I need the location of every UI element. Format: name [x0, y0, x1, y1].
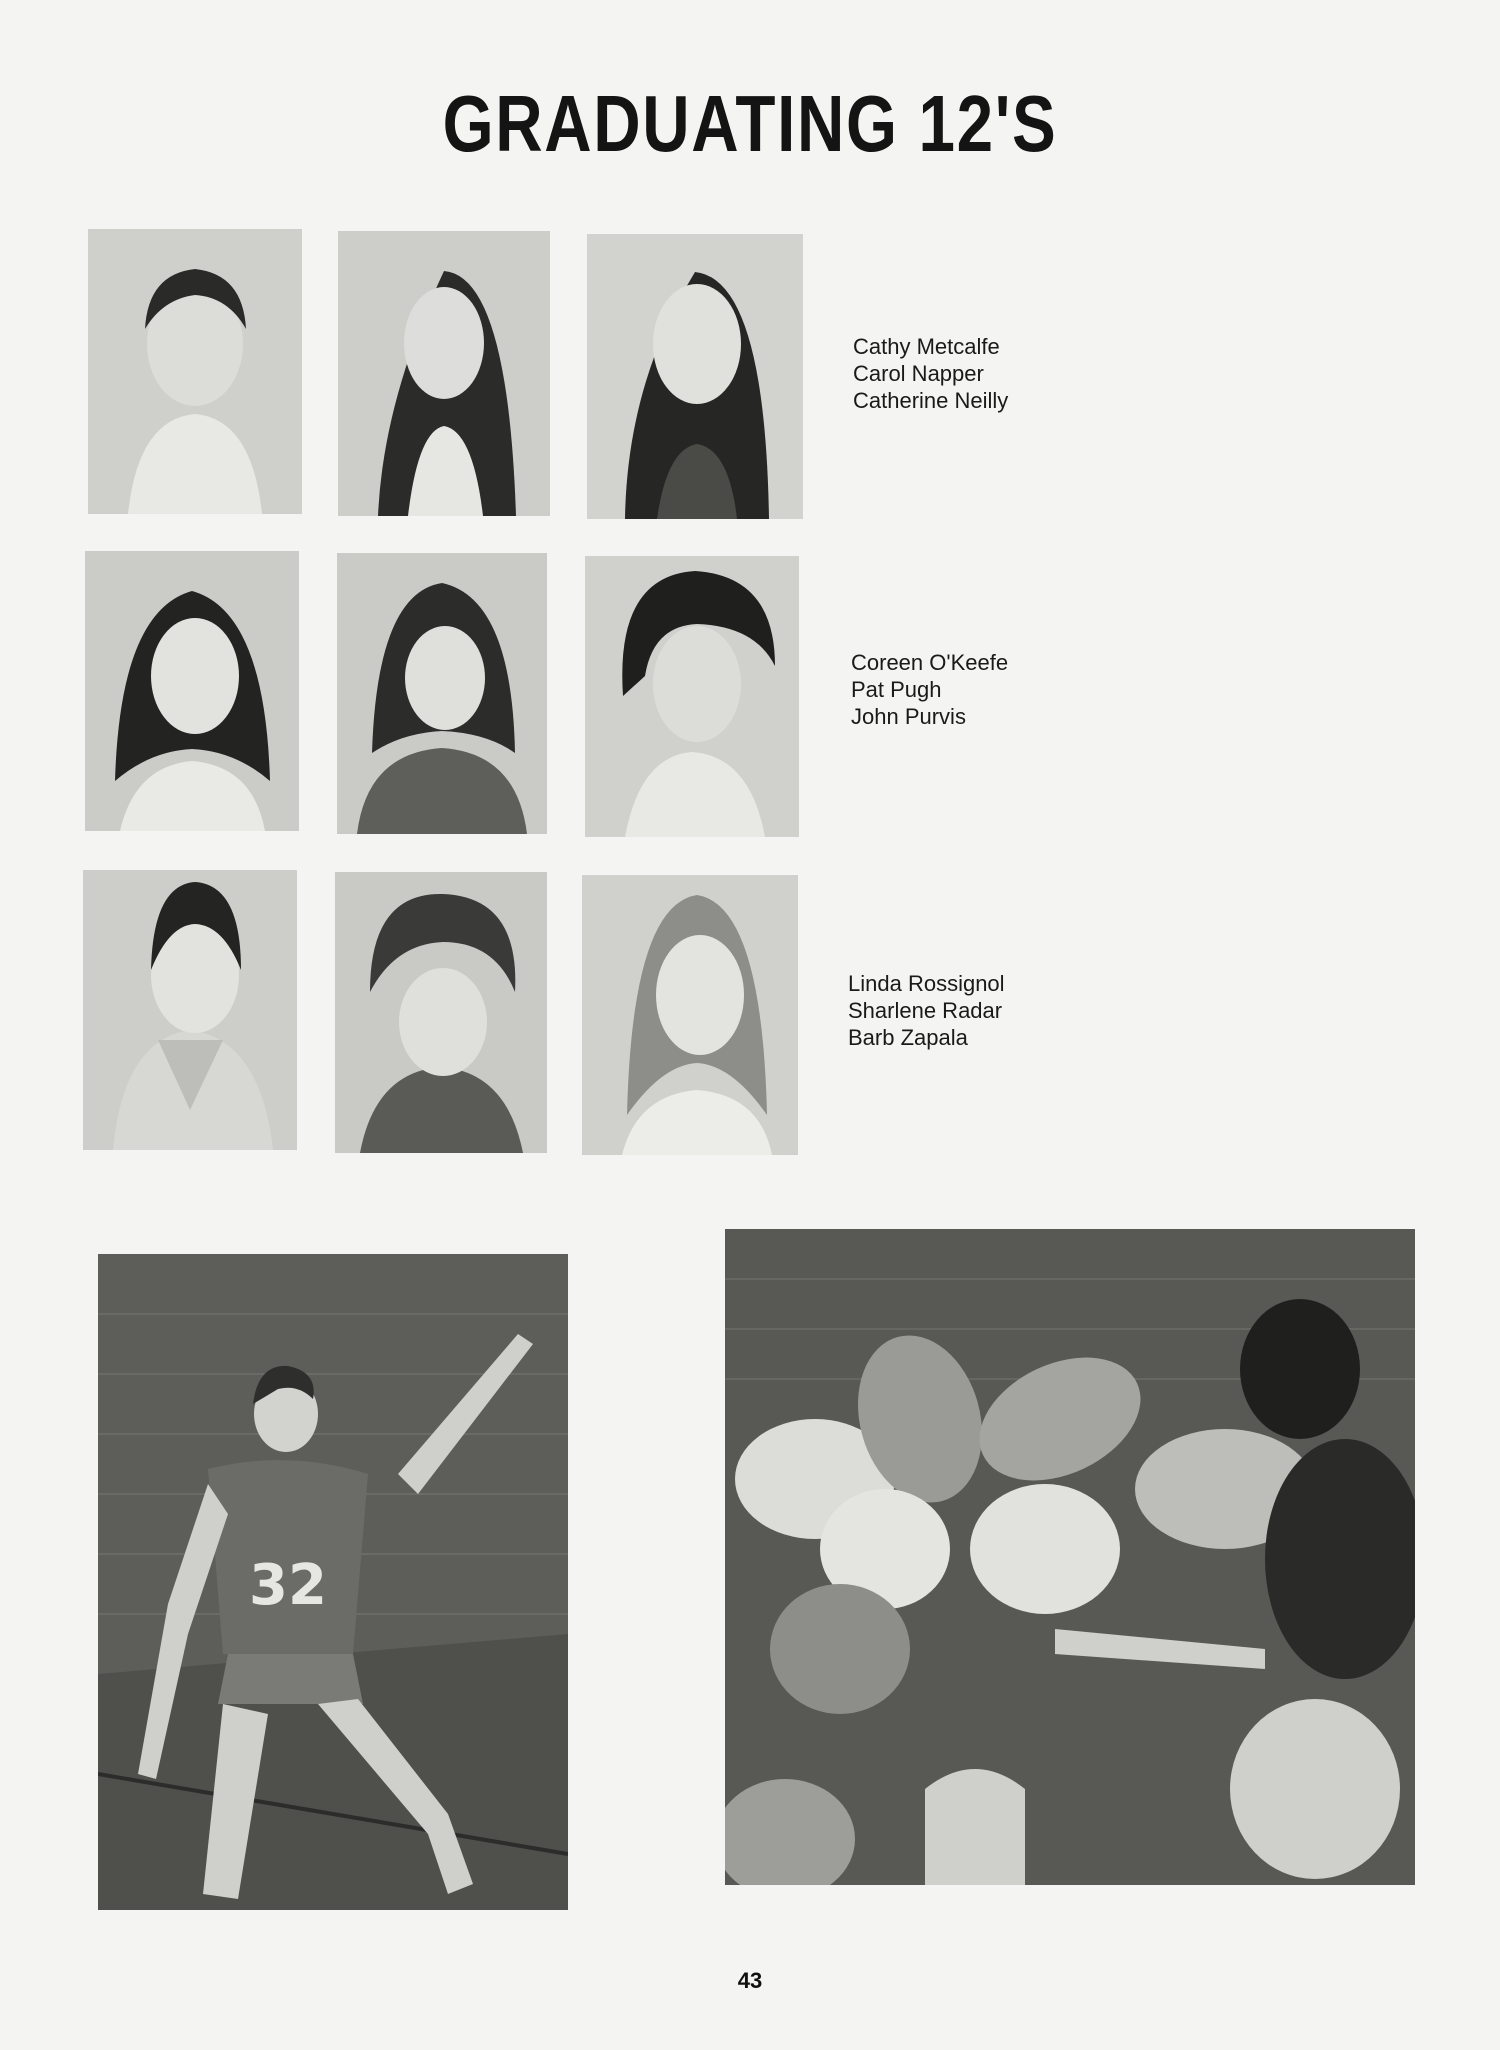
portrait-linda-rossignol	[83, 870, 297, 1150]
jersey-number: 32	[249, 1553, 327, 1618]
student-name: Sharlene Radar	[848, 998, 1003, 1023]
portrait-john-purvis	[585, 556, 799, 837]
student-name: Coreen O'Keefe	[851, 650, 1009, 675]
portrait-coreen-okeefe	[85, 551, 299, 831]
balloon-crowd-photo	[725, 1229, 1415, 1885]
portrait-carol-napper	[338, 231, 550, 516]
name-list-row-1	[853, 333, 1008, 414]
name-list-row-2	[851, 649, 1008, 730]
portrait-pat-pugh	[337, 553, 547, 834]
student-name: Catherine Neilly	[853, 388, 1009, 413]
student-name: Pat Pugh	[851, 677, 942, 702]
student-name: Linda Rossignol	[848, 971, 1005, 996]
page-number: 43	[737, 1968, 763, 1993]
basketball-player-photo	[98, 1254, 568, 1910]
name-list-row-3	[848, 970, 1005, 1051]
page-title: GRADUATING 12'S	[442, 79, 1058, 168]
student-name: Barb Zapala	[848, 1025, 968, 1050]
portrait-cathy-metcalfe	[88, 229, 302, 514]
student-name: John Purvis	[851, 704, 966, 729]
portrait-sharlene-radar	[335, 872, 547, 1153]
portrait-barb-zapala	[582, 875, 798, 1155]
student-name: Carol Napper	[853, 361, 984, 386]
portrait-catherine-neilly	[587, 234, 803, 519]
student-name: Cathy Metcalfe	[853, 334, 1000, 359]
